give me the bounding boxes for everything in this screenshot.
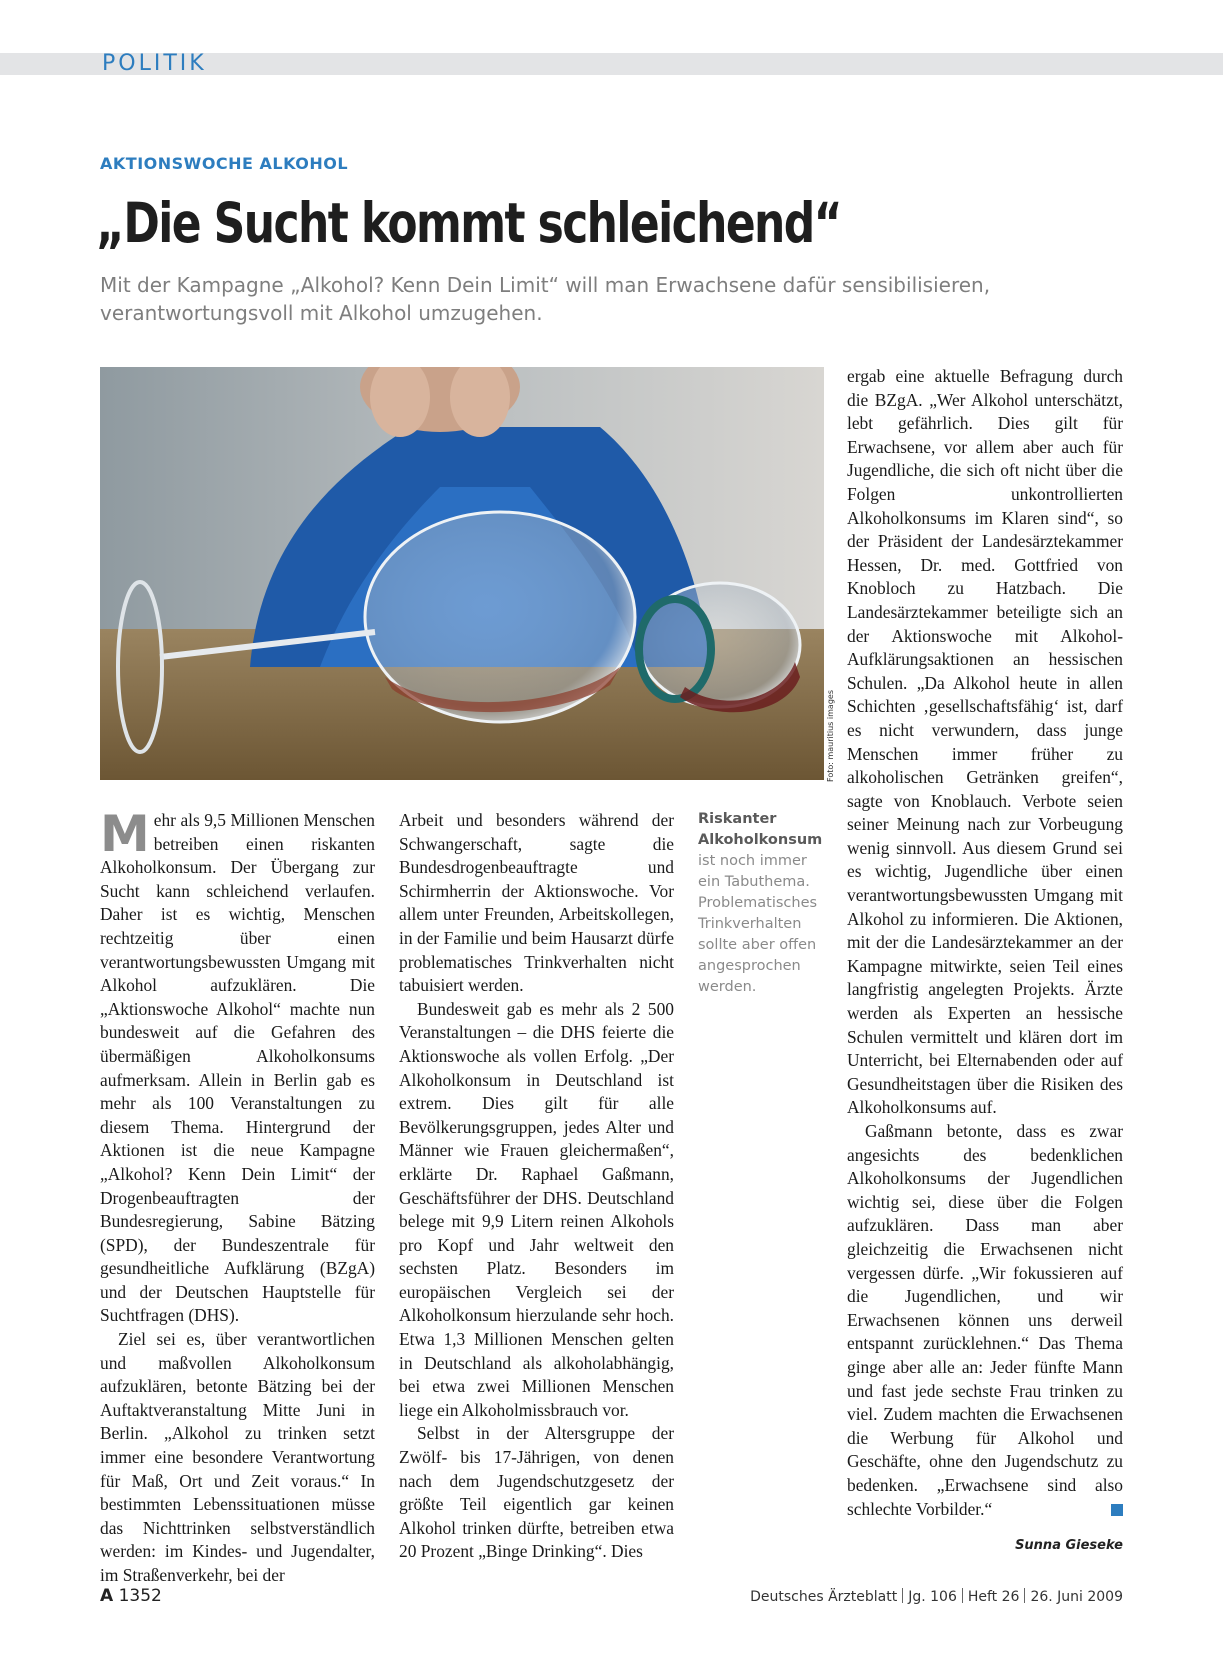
paragraph-text: ehr als 9,5 Millionen Menschen betreiben einen riskanten Alkoholkonsum. Der Übergang zur Sucht kann schleichend verlaufen. Daher ist es wichtig, Menschen rechtzeitig über einen verantwortungsbewussten Umgang mit Alkohol aufzuklären. Die „Aktionswoche Alkohol“ machte nun bundesweit auf die Gefahren des übermäßigen Alkoholkonsums aufmerksam. Allein in Berlin gab es mehr als 100 Veranstaltungen zu diesem Thema. Hintergrund der Aktionen ist die neue Kampagne „Alkohol? Kenn Dein Limit“ der Drogenbeauftragten der Bundesregierung, Sabine Bätzing (SPD), der Bundeszentrale für gesundheitliche Aufklärung (BZgA) und der Deutschen Hauptstelle für Suchtfragen (DHS). [100,810,375,1326]
paragraph [847,1120,1123,1521]
paragraph: ergab eine aktuelle Befragung durch die BZgA. „Wer Alkohol unterschätzt, lebt gefährlich. Dies gilt für Erwachsene, vor allem aber auch für Jugendliche, die sich oft nicht über die Folgen unkontrollierten Alkoholkonsums im Klaren sind“, so der Präsident der Landesärztekammer Hessen, Dr. med. Gottfried von Knobloch zu Hatzbach. Die Landesärztekammer beteiligte sich an der Aktionswoche mit Alkohol-Aufklärungsaktionen an hessischen Schulen. „Da Alkohol heute in allen Schichten ‚gesellschaftsfähig‘ ist, darf es nicht verwundern, dass junge Menschen immer früher zu alkoholischen Getränken greifen“, sagte von Knoblauch. Verbote seien seiner Meinung nach zur Vorbeugung wenig sinnvoll. Aus diesem Grund sei es wichtig, Jugendliche über einen verantwortungsbewussten Umgang mit Alkohol zu informieren. Die Aktionen, mit der die Landesärztekammer an der Kampagne mitwirkte, seien Teil eines langfristig angelegten Projekts. Ärzte werden als Experten an hessische Schulen vermittelt und klären dort im Unterricht, bei Elternabenden oder auf Gesundheitstagen über die Risiken des Alkoholkonsums auf. [847,366,1123,1118]
journal-issue: Heft 26 [967,1589,1020,1605]
paragraph-text: Gaßmann betonte, dass es zwar angesichts des bedenklichen Alkoholkonsums der Jugendlichen wichtig sei, diese über die Folgen aufzuklären. Dass man aber gleichzeitig die Erwachsenen nicht vergessen dürfe. „Wir fokussieren auf die Jugendlichen, und wir Erwachsenen können uns derweil entspannt zurücklehnen.“ Das Thema ginge aber alle an: Jeder fünfte Mann und fast jede sechste Frau trinken zu viel. Zudem machten die Erwachsenen die Werbung für Alkohol und Geschäfte, ohne den Jugendschutz zu bedenken. „Erwachsene sind also schlechte Vorbilder.“ [847,1121,1123,1519]
page-prefix: A [100,1586,114,1606]
page-number-value: 1352 [118,1586,162,1606]
journal-name: Deutsches Ärzteblatt [750,1589,898,1605]
photo-credit: Foto: mauritius images [826,690,835,782]
article-column-2 [399,809,674,1564]
article-photo [100,367,824,780]
author-byline: Sunna Gieseke [1015,1538,1123,1553]
paragraph: Selbst in der Altersgruppe der Zwölf- bis 17-Jährigen, von denen nach dem Jugendschutzgesetz der größte Teil eigentlich gar keinen Alkohol trinken dürfte, betreiben etwa 20 Prozent „Binge Drinking“. Dies [399,1423,674,1562]
paragraph: Bundesweit gab es mehr als 2 500 Veranstaltungen – die DHS feierte die Aktionswoche als vollen Erfolg. „Der Alkoholkonsum in Deutschland ist extrem. Dies gilt für alle Bevölkerungsgruppen, jedes Alter und Männer wie Frauen gleichermaßen“, erklärte Dr. Raphael Gaßmann, Geschäftsführer der DHS. Deutschland belege mit 9,9 Litern reinen Alkohols pro Kopf und Jahr weltweit den sechsten Platz. Besonders im europäischen Vergleich sei der Alkoholkonsum hierzulande sehr hoch. Etwa 1,3 Millionen Menschen gelten in Deutschland als alkoholabhängig, bei etwa zwei Millionen Menschen liege ein Alkoholmissbrauch vor. [399,998,674,1420]
caption-text: ist noch immer ein Tabuthema. Problematisches Trinkverhalten sollte aber offen angesprochen werden. [698,853,818,995]
article-deck: Mit der Kampagne „Alkohol? Kenn Dein Limit“ will man Erwachsene dafür sensibilisieren, verantwortungsvoll mit Alkohol umzugehen. [100,273,991,325]
page-number [100,1586,162,1606]
article-headline: „Die Sucht kommt schleichend“ [96,191,841,255]
footer-divider [1024,1588,1025,1603]
footer-divider [902,1588,903,1603]
article-column-4 [847,365,1123,1521]
journal-footer [750,1588,1123,1605]
journal-volume: Jg. 106 [908,1589,957,1605]
end-mark-icon [1111,1504,1123,1516]
article-column-1 [100,805,375,1588]
section-label: POLITIK [102,51,207,76]
photo-illustration [100,367,824,780]
footer-divider [962,1588,963,1603]
paragraph [100,805,375,1328]
paragraph: Arbeit und besonders während der Schwangerschaft, sagte die Bundesdrogenbeauftragte und Schirmherrin der Aktionswoche. Vor allem unter Freunden, Arbeitskollegen, in der Familie und beim Hausarzt dürfe problematisches Trinkverhalten nicht tabuisiert werden. [399,810,674,996]
caption-title: Riskanter Alkoholkonsum [698,811,823,848]
drop-cap: M [100,805,150,863]
journal-date: 26. Juni 2009 [1030,1589,1123,1605]
paragraph: Ziel sei es, über verantwortlichen und maßvollen Alkoholkonsum aufzuklären, betonte Bätzing bei der Auftaktveranstaltung Mitte Juni in Berlin. „Alkohol zu trinken setzt immer eine besondere Verantwortung für Maß, Ort und Zeit voraus.“ In bestimmten Lebenssituationen müsse das Nichttrinken selbstverständlich werden: im Kindes- und Jugendalter, im Straßenverkehr, bei der [100,1329,375,1585]
photo-caption [698,809,828,998]
article-kicker: AKTIONSWOCHE ALKOHOL [100,154,349,173]
